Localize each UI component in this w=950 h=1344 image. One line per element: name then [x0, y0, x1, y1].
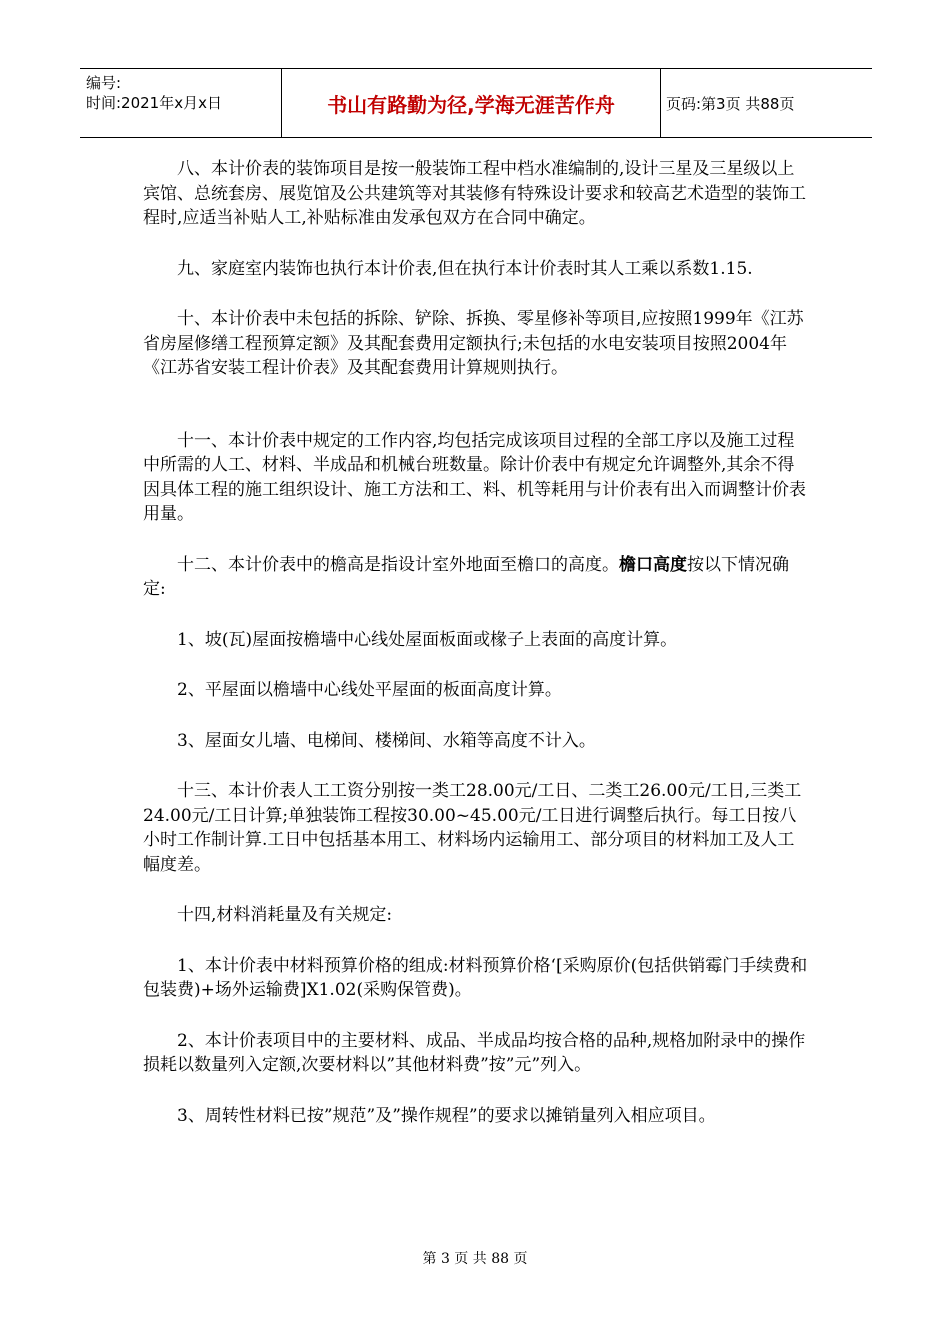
header-meta — [80, 69, 280, 141]
paragraph-14-item-1: 1、本计价表中材料预算价格的组成:材料预算价格‘[采购原价(包括供销霉门手续费和包装费)+场外运输费]X1.02(采购保管费)。 — [143, 955, 808, 1000]
paragraph-11: 十一、本计价表中规定的工作内容,均包括完成该项目过程的全部工序以及施工过程中所需的人工、材料、半成品和机械台班数量。除计价表中有规定允许调整外,其余不得因具体工程的施工组织设计、施工方法和工、料、机等耗用与计价表有出入而调整计价表用量。 — [143, 430, 806, 524]
paragraph-12-item-2: 2、平屋面以檐墙中心线处平屋面的板面高度计算。 — [177, 680, 562, 700]
paragraph-8: 八、本计价表的装饰项目是按一般装饰工程中档水准编制的,设计三星及三星级以上宾馆、总统套房、展览馆及公共建筑等对其装修有特殊设计要求和较高艺术造型的装饰工程时,应适当补贴人工,补贴标准由发承包双方在合同中确定。 — [143, 159, 806, 228]
paragraph-9: 九、家庭室内装饰也执行本计价表,但在执行本计价表时其人工乘以系数1.15. — [177, 258, 753, 279]
paragraph-10: 十、本计价表中未包括的拆除、铲除、拆换、零星修补等项目,应按照1999年《江苏省房屋修缮工程预算定额》及其配套费用定额执行;未包括的水电安装项目按照2004年《江苏省安装工程计价表》及其配套费用计算规则执行。 — [143, 309, 804, 378]
paragraph-14-item-3: 3、周转性材料已按”规范”及”操作规程”的要求以摊销量列入相应项目。 — [177, 1105, 716, 1126]
document-date-label: 时间:2021年x月x日 — [86, 94, 222, 112]
document-body — [143, 157, 811, 1128]
document-number-label: 编号: — [86, 74, 122, 92]
paragraph-14: 十四,材料消耗量及有关规定: — [177, 905, 393, 925]
page-header — [80, 68, 872, 138]
paragraph-12-tail: 按以下情况确定: — [143, 554, 789, 599]
paragraph-12-item-3: 3、屋面女儿墙、电梯间、楼梯间、水箱等高度不计入。 — [177, 730, 596, 751]
header-page-info: 页码:第3页 共88页 — [666, 94, 795, 113]
paragraph-13: 十三、本计价表人工工资分别按一类工28.00元/工日、二类工26.00元/工日,三类工24.00元/工日计算;单独装饰工程按30.00~45.00元/工日进行调整后执行。每工日按八小时工作制计算.工日中包括基本用工、材料场内运输用工、部分项目的材料加工及人工幅度差。 — [143, 781, 802, 875]
paragraph-14-item-2: 2、本计价表项目中的主要材料、成品、半成品均按合格的品种,规格加附录中的操作损耗以数量列入定额,次要材料以”其他材料费”按”元”列入。 — [143, 1030, 806, 1075]
page-footer: 第 3 页 共 88 页 — [422, 1251, 528, 1267]
eave-height-term: 檐口高度 — [619, 554, 687, 575]
paragraph-12-item-1: 1、坡(瓦)屋面按檐墙中心线处屋面板面或椽子上表面的高度计算。 — [177, 629, 678, 650]
header-motto: 书山有路勤为径,学海无涯苦作舟 — [281, 69, 661, 137]
paragraph-12 — [143, 553, 811, 602]
paragraph-12-text: 十二、本计价表中的檐高是指设计室外地面至檐口的高度。 — [177, 554, 619, 575]
